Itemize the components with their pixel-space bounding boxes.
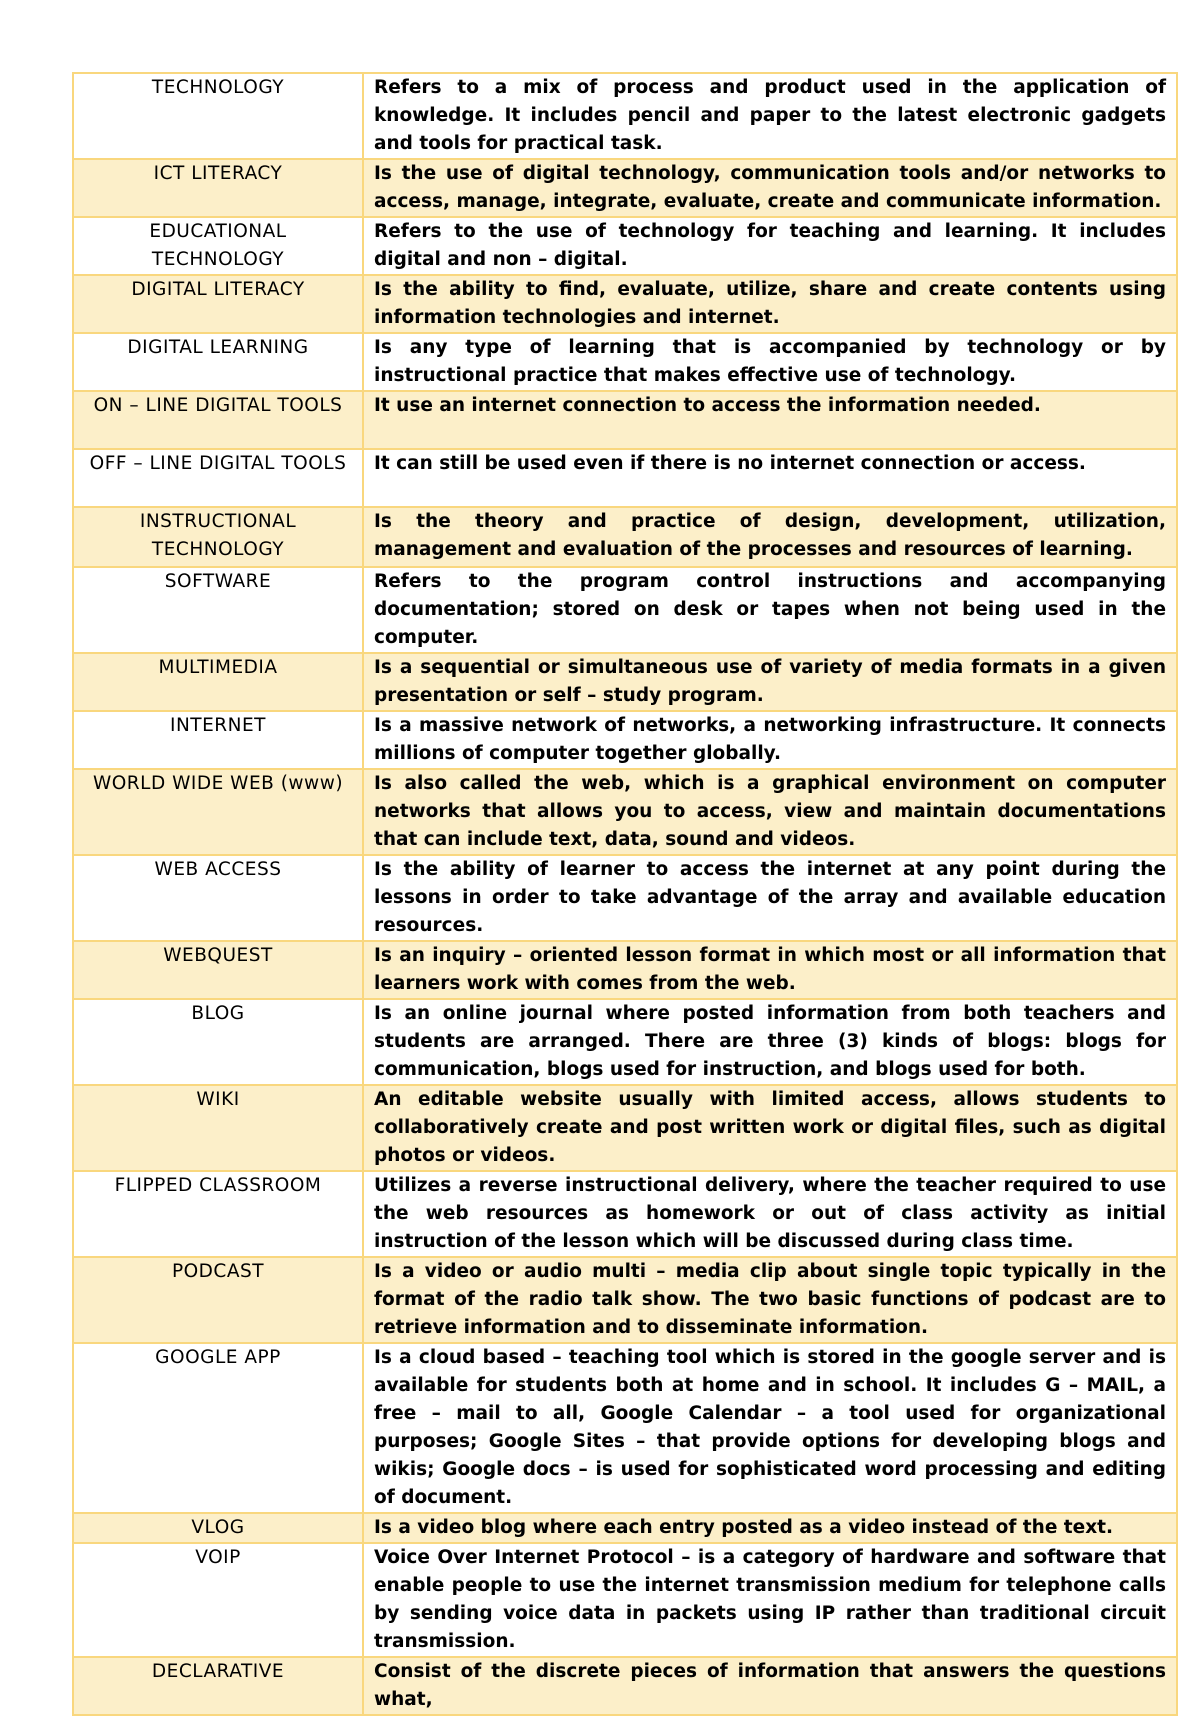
glossary-row xyxy=(73,567,1177,653)
glossary-term: INTERNET xyxy=(73,711,363,769)
glossary-term: VOIP xyxy=(73,1543,363,1657)
glossary-definition: Is the use of digital technology, communication tools and/or networks to access, manage, integrate, evaluate, create and communicate information. xyxy=(363,159,1177,217)
glossary-row xyxy=(73,391,1177,449)
glossary-definition: Voice Over Internet Protocol – is a category of hardware and software that enable people to use the internet transmission medium for telephone calls by sending voice data in packets using IP rather than traditional circuit transmission. xyxy=(363,1543,1177,1657)
glossary-definition: Refers to a mix of process and product used in the application of knowledge. It includes pencil and paper to the latest electronic gadgets and tools for practical task. xyxy=(363,73,1177,159)
glossary-row xyxy=(73,999,1177,1085)
glossary-definition: Utilizes a reverse instructional delivery, where the teacher required to use the web resources as homework or out of class activity as initial instruction of the lesson which will be discussed during class time. xyxy=(363,1171,1177,1257)
glossary-table xyxy=(72,72,1178,1716)
glossary-body xyxy=(73,73,1177,1715)
glossary-term: BLOG xyxy=(73,999,363,1085)
glossary-definition: Is a video blog where each entry posted as a video instead of the text. xyxy=(363,1513,1177,1543)
glossary-definition: Is a massive network of networks, a networking infrastructure. It connects millions of computer together globally. xyxy=(363,711,1177,769)
glossary-row xyxy=(73,275,1177,333)
glossary-definition: Is an inquiry – oriented lesson format in which most or all information that learners work with comes from the web. xyxy=(363,941,1177,999)
glossary-definition: It use an internet connection to access the information needed. xyxy=(363,391,1177,449)
glossary-row xyxy=(73,1343,1177,1513)
glossary-term: VLOG xyxy=(73,1513,363,1543)
glossary-definition: Is a cloud based – teaching tool which is stored in the google server and is available for students both at home and in school. It includes G – MAIL, a free – mail to all, Google Calendar – a tool used for organizational purposes; Google Sites – that provide options for developing blogs and wikis; Google docs – is used for sophisticated word processing and editing of document. xyxy=(363,1343,1177,1513)
glossary-definition: Is the theory and practice of design, development, utilization, management and evaluation of the processes and resources of learning. xyxy=(363,507,1177,567)
glossary-term: ICT LITERACY xyxy=(73,159,363,217)
glossary-term: ON – LINE DIGITAL TOOLS xyxy=(73,391,363,449)
glossary-term: OFF – LINE DIGITAL TOOLS xyxy=(73,449,363,507)
glossary-term: INSTRUCTIONAL TECHNOLOGY xyxy=(73,507,363,567)
glossary-row xyxy=(73,1513,1177,1543)
glossary-definition: Refers to the use of technology for teaching and learning. It includes digital and non – digital. xyxy=(363,217,1177,275)
glossary-term: EDUCATIONAL TECHNOLOGY xyxy=(73,217,363,275)
glossary-definition: Is an online journal where posted information from both teachers and students are arranged. There are three (3) kinds of blogs: blogs for communication, blogs used for instruction, and blogs used for both. xyxy=(363,999,1177,1085)
glossary-row xyxy=(73,449,1177,507)
glossary-definition: It can still be used even if there is no internet connection or access. xyxy=(363,449,1177,507)
glossary-row xyxy=(73,653,1177,711)
glossary-row xyxy=(73,1085,1177,1171)
glossary-term: PODCAST xyxy=(73,1257,363,1343)
glossary-row xyxy=(73,1171,1177,1257)
glossary-row xyxy=(73,941,1177,999)
glossary-term: GOOGLE APP xyxy=(73,1343,363,1513)
glossary-definition: Is also called the web, which is a graphical environment on computer networks that allows you to access, view and maintain documentations that can include text, data, sound and videos. xyxy=(363,769,1177,855)
glossary-row xyxy=(73,217,1177,275)
glossary-definition: Is the ability to find, evaluate, utilize, share and create contents using information technologies and internet. xyxy=(363,275,1177,333)
glossary-term: MULTIMEDIA xyxy=(73,653,363,711)
glossary-term: WIKI xyxy=(73,1085,363,1171)
glossary-definition: Is the ability of learner to access the internet at any point during the lessons in order to take advantage of the array and available education resources. xyxy=(363,855,1177,941)
glossary-definition: Is a video or audio multi – media clip about single topic typically in the format of the radio talk show. The two basic functions of podcast are to retrieve information and to disseminate information. xyxy=(363,1257,1177,1343)
glossary-row xyxy=(73,769,1177,855)
glossary-definition: Refers to the program control instructions and accompanying documentation; stored on desk or tapes when not being used in the computer. xyxy=(363,567,1177,653)
glossary-row xyxy=(73,159,1177,217)
glossary-term: SOFTWARE xyxy=(73,567,363,653)
glossary-term: DIGITAL LEARNING xyxy=(73,333,363,391)
glossary-definition: An editable website usually with limited access, allows students to collaboratively create and post written work or digital files, such as digital photos or videos. xyxy=(363,1085,1177,1171)
glossary-term: TECHNOLOGY xyxy=(73,73,363,159)
glossary-row xyxy=(73,1543,1177,1657)
glossary-row xyxy=(73,507,1177,567)
glossary-row xyxy=(73,333,1177,391)
glossary-term: WEBQUEST xyxy=(73,941,363,999)
glossary-term: DIGITAL LITERACY xyxy=(73,275,363,333)
glossary-term: WEB ACCESS xyxy=(73,855,363,941)
glossary-term: WORLD WIDE WEB (www) xyxy=(73,769,363,855)
glossary-row xyxy=(73,73,1177,159)
glossary-row xyxy=(73,1257,1177,1343)
glossary-definition: Is any type of learning that is accompanied by technology or by instructional practice that makes effective use of technology. xyxy=(363,333,1177,391)
glossary-row xyxy=(73,711,1177,769)
glossary-term: FLIPPED CLASSROOM xyxy=(73,1171,363,1257)
glossary-row xyxy=(73,855,1177,941)
glossary-definition: Consist of the discrete pieces of information that answers the questions what, xyxy=(363,1657,1177,1715)
glossary-row xyxy=(73,1657,1177,1715)
glossary-term: DECLARATIVE xyxy=(73,1657,363,1715)
glossary-definition: Is a sequential or simultaneous use of variety of media formats in a given presentation or self – study program. xyxy=(363,653,1177,711)
